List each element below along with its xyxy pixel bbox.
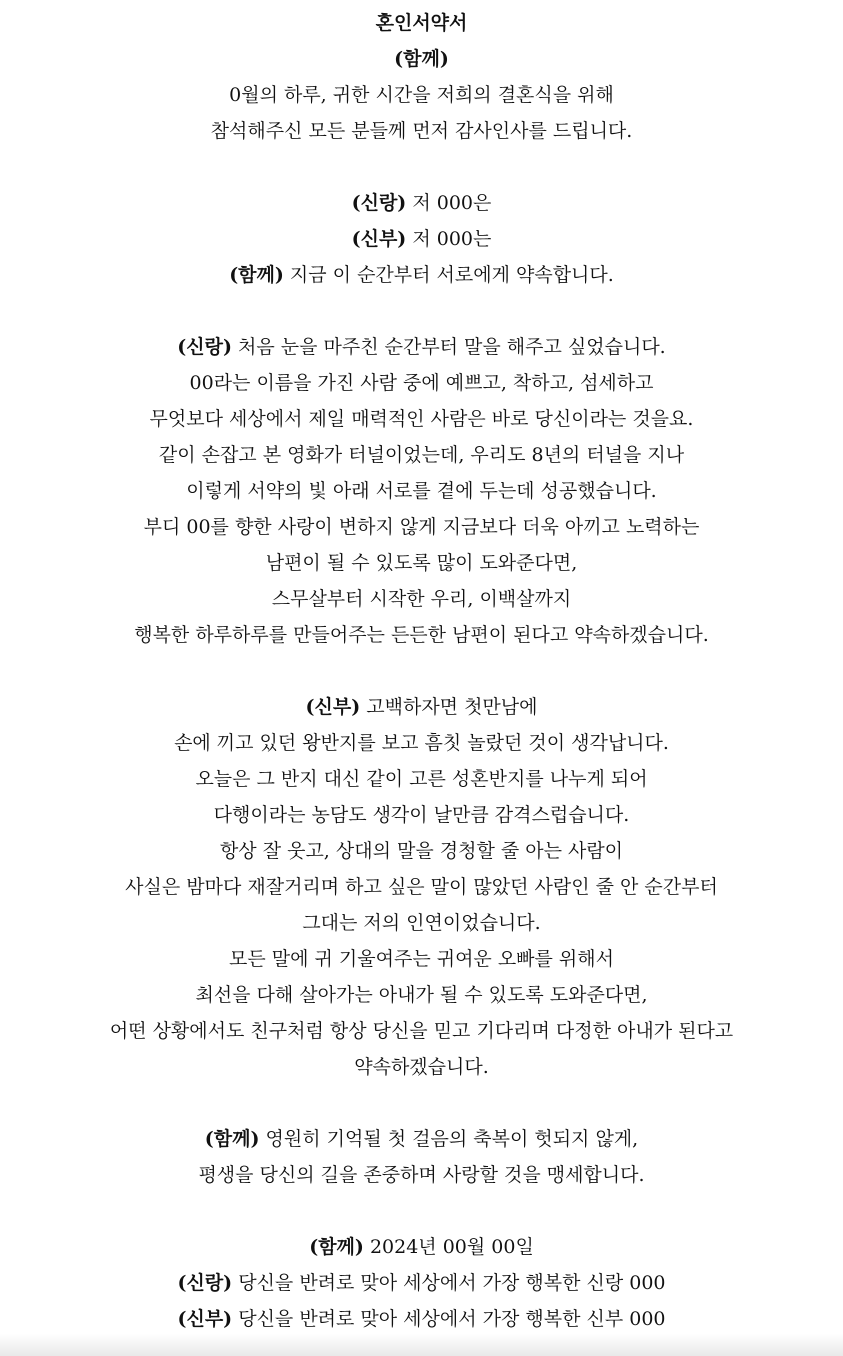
speaker-label: (신부) — [177, 1308, 233, 1330]
speaker-label: (함께) — [229, 264, 284, 286]
page-bottom-edge — [0, 1334, 843, 1356]
bride-vow-line: 오늘은 그 반지 대신 같이 고른 성혼반지를 나누게 되어 — [195, 768, 648, 790]
introduction-text: 저 000는 — [406, 228, 492, 250]
speaker-label: (신랑) — [351, 192, 407, 214]
bride-vow-line: 손에 끼고 있던 왕반지를 보고 흠칫 놀랐던 것이 생각납니다. — [174, 732, 669, 754]
groom-vow-line: 같이 손잡고 본 영화가 터널이었는데, 우리도 8년의 터널을 지나 — [158, 444, 685, 466]
bride-vow-line: 그대는 저의 인연이었습니다. — [302, 912, 541, 934]
groom-vow-line: 남편이 될 수 있도록 많이 도와준다면, — [265, 552, 578, 574]
vow-document — [0, 5, 843, 1337]
introduction-line — [0, 257, 843, 293]
intro-line: 0월의 하루, 귀한 시간을 저희의 결혼식을 위해 — [229, 84, 614, 106]
introduction-text: 지금 이 순간부터 서로에게 약속합니다. — [283, 264, 614, 286]
paragraph-gap — [0, 1085, 843, 1121]
paragraph-gap — [0, 293, 843, 329]
bride-vow-line: 다행이라는 농담도 생각이 날만큼 감격스럽습니다. — [213, 804, 630, 826]
together-vow-line: 평생을 당신의 길을 존중하며 사랑할 것을 맹세합니다. — [198, 1164, 645, 1186]
speaker-label: (신랑) — [177, 336, 232, 358]
bride-vow-line: 항상 잘 웃고, 상대의 말을 경청할 줄 아는 사람이 — [219, 840, 624, 862]
signoff-groom-line — [0, 1265, 843, 1301]
groom-vow-first-line — [0, 329, 843, 365]
paragraph-gap — [0, 1193, 843, 1229]
speaker-label: (신부) — [305, 696, 361, 718]
bride-vow-line: 사실은 밤마다 재잘거리며 하고 싶은 말이 많았던 사람인 줄 안 순간부터 — [125, 876, 718, 898]
signoff-text: 당신을 반려로 맞아 세상에서 가장 행복한 신랑 000 — [232, 1272, 666, 1294]
vow-text: 처음 눈을 마주친 순간부터 말을 해주고 싶었습니다. — [231, 336, 666, 358]
bride-vow-line: 약속하겠습니다. — [354, 1056, 489, 1078]
signoff-bride-line — [0, 1301, 843, 1337]
speaker-label: (함께) — [204, 1128, 260, 1150]
vow-text: 영원히 기억될 첫 걸음의 축복이 헛되지 않게, — [259, 1128, 639, 1150]
intro-line: 참석해주신 모든 분들께 먼저 감사인사를 드립니다. — [210, 120, 633, 142]
paragraph-gap — [0, 149, 843, 185]
together-vow-first-line — [0, 1121, 843, 1157]
introduction-line — [0, 185, 843, 221]
speaker-label: (신부) — [351, 228, 407, 250]
groom-vow-line: 스무살부터 시작한 우리, 이백살까지 — [271, 588, 572, 610]
bride-vow-line: 모든 말에 귀 기울여주는 귀여운 오빠를 위해서 — [229, 948, 614, 970]
bride-vow-first-line — [0, 689, 843, 725]
groom-vow-line: 행복한 하루하루를 만들어주는 든든한 남편이 된다고 약속하겠습니다. — [134, 624, 709, 646]
bride-vow-line: 최선을 다해 살아가는 아내가 될 수 있도록 도와준다면, — [195, 984, 648, 1006]
groom-vow-line: 부디 00를 향한 사랑이 변하지 않게 지금보다 더욱 아끼고 노력하는 — [143, 516, 700, 538]
vow-text: 고백하자면 첫만남에 — [360, 696, 538, 718]
introduction-line — [0, 221, 843, 257]
groom-vow-line: 00라는 이름을 가진 사람 중에 예쁘고, 착하고, 섬세하고 — [189, 372, 654, 394]
paragraph-gap — [0, 653, 843, 689]
groom-vow-line: 무엇보다 세상에서 제일 매력적인 사람은 바로 당신이라는 것을요. — [149, 408, 694, 430]
speaker-label: (신랑) — [177, 1272, 233, 1294]
signoff-text: 당신을 반려로 맞아 세상에서 가장 행복한 신부 000 — [232, 1308, 666, 1330]
document-subtitle: (함께) — [394, 48, 449, 70]
bride-vow-line: 어떤 상황에서도 친구처럼 항상 당신을 믿고 기다리며 다정한 아내가 된다고 — [109, 1020, 734, 1042]
signoff-date-line — [0, 1229, 843, 1265]
signoff-text: 2024년 00월 00일 — [363, 1236, 534, 1258]
groom-vow-line: 이렇게 서약의 빛 아래 서로를 곁에 두는데 성공했습니다. — [186, 480, 657, 502]
document-title: 혼인서약서 — [375, 12, 468, 34]
speaker-label: (함께) — [309, 1236, 364, 1258]
introduction-text: 저 000은 — [406, 192, 492, 214]
